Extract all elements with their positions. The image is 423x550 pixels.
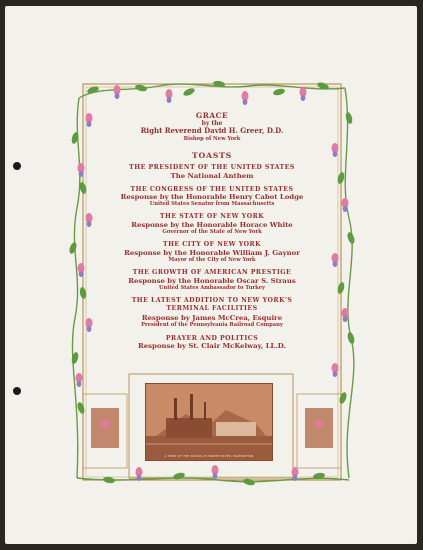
grace-by: by the: [201, 120, 223, 127]
toast-note: Mayor of the City of New York: [168, 256, 256, 263]
toast-note: United States Ambassador to Turkey: [158, 284, 266, 291]
toast-title: THE LATEST ADDITION TO NEW YORK'S TERMINAL FACILITIES: [131, 297, 293, 312]
docks-photo: [145, 383, 273, 461]
toast-response: Response by the Honorable Horace White: [131, 220, 293, 229]
toast-item: [69, 335, 355, 351]
toast-item: [69, 186, 355, 208]
toast-title: THE CITY OF NEW YORK: [162, 241, 262, 249]
toast-item: [69, 213, 355, 235]
photo-caption: A VIEW OF THE DOCKS AT NORTH RIVER, MANHATTAN: [164, 454, 254, 458]
toasts-heading: TOASTS: [192, 151, 232, 160]
toast-response: Response by the Honorable William J. Gaynor: [124, 248, 300, 257]
toast-response: Response by James McCrea, Esquire: [141, 314, 283, 323]
ship-illustration: [146, 384, 272, 460]
grace-speaker: Right Reverend David H. Greer, D.D.: [140, 126, 284, 135]
toast-note: Governor of the State of New York: [162, 228, 262, 235]
toast-note: President of the Pennsylvania Railroad Company: [141, 322, 283, 329]
toast-response: Response by the Honorable Henry Cabot Lodge: [120, 193, 304, 201]
toast-title: THE CONGRESS OF THE UNITED STATES: [130, 185, 294, 193]
toast-response: The National Anthem: [170, 171, 254, 180]
toast-item: [69, 297, 355, 328]
toast-title: THE GROWTH OF AMERICAN PRESTIGE: [132, 269, 292, 277]
toast-title: THE PRESIDENT OF THE UNITED STATES: [129, 164, 295, 171]
punch-hole: [13, 162, 21, 170]
toast-response: Response by St. Clair McKelway, LL.D.: [138, 342, 286, 351]
floral-frame: [69, 78, 355, 488]
toast-item: [69, 241, 355, 263]
grace-heading: GRACE: [195, 111, 229, 120]
toast-item: [69, 164, 355, 180]
toast-title: PRAYER AND POLITICS: [165, 334, 259, 342]
toast-response: Response by the Honorable Oscar S. Straus: [128, 276, 296, 285]
menu-text: [69, 112, 355, 350]
toast-title: THE STATE OF NEW YORK: [159, 213, 265, 221]
menu-page: [5, 6, 417, 544]
grace-role: Bishop of New York: [183, 135, 241, 142]
punch-hole: [13, 387, 21, 395]
toast-note: United States Senator from Massachusetts: [149, 201, 275, 207]
toast-item: [69, 269, 355, 291]
